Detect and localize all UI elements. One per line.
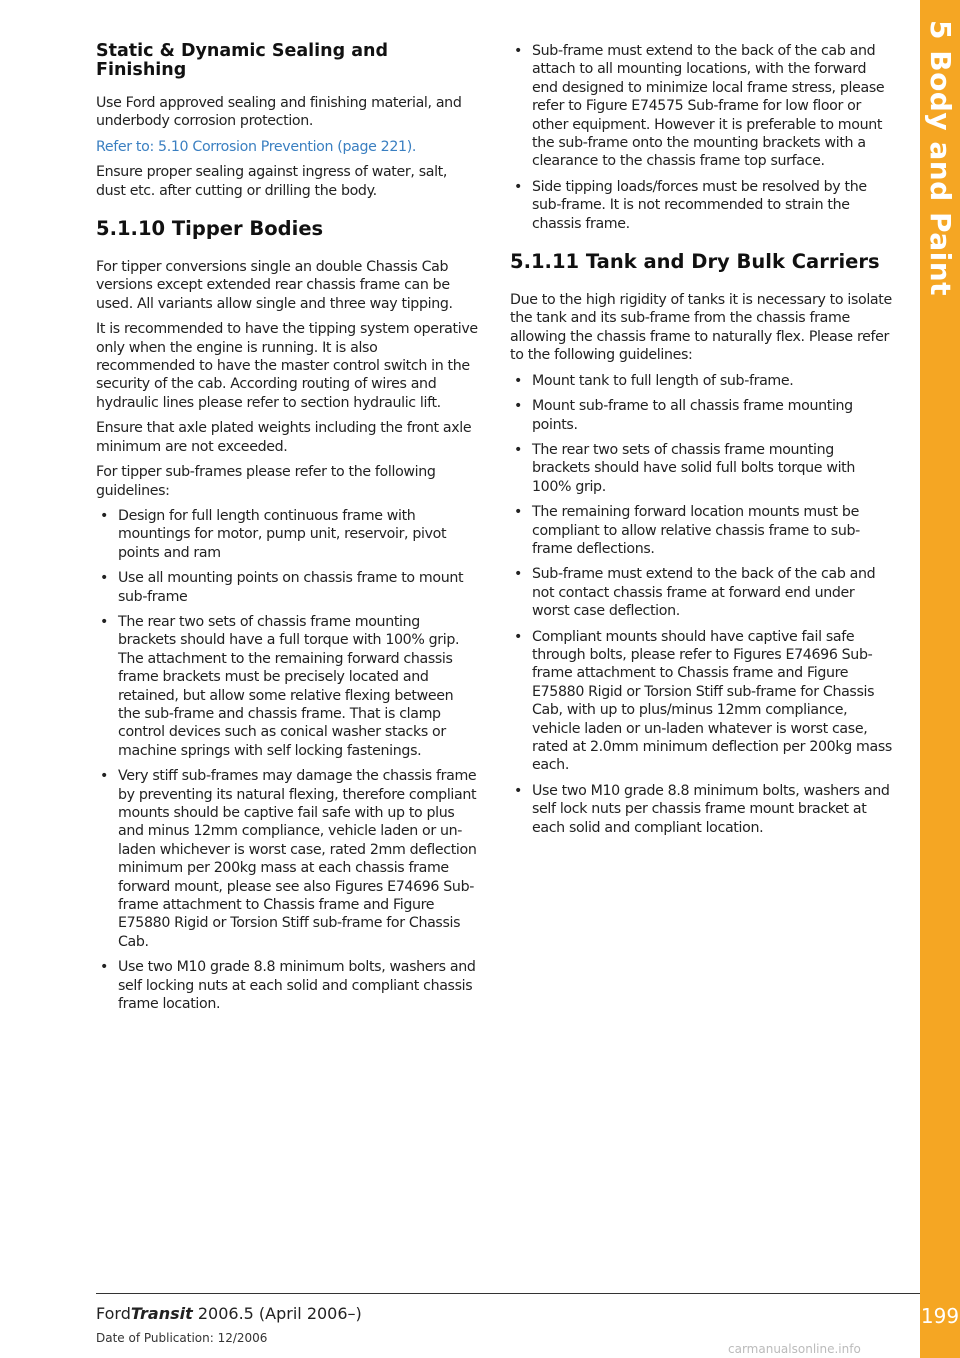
section-title: 5 Body and Paint <box>924 20 957 297</box>
bullet-icon: • <box>514 566 523 583</box>
list-item: • Very stiff sub-frames may damage the chassis frame by preventing its natural flexing, therefore compliant mounts should be captive fail safe with up to plus and minus 12mm compliance, vehicle laden or un-laden whichever is worst case, rated 2mm deflection minimum per 200kg mass at each chassis frame forward mount, please see also Figures E74696 Sub-frame attachment to Chassis frame and Figure E75880 Rigid or Torsion Stiff sub-frame for Chassis Cab. <box>100 768 477 950</box>
model-label: Transit <box>130 1304 193 1323</box>
list-item: • Side tipping loads/forces must be resolved by the sub-frame. It is not recommended to strain the chassis frame. <box>514 178 867 232</box>
list-item: • Compliant mounts should have captive fail safe through bolts, please refer to Figures E74696 Sub-frame attachment to Chassis frame and Figure E75880 Rigid or Torsion Stiff sub-frame for Chassis Cab, with up to plus/minus 12mm compliance, vehicle laden or un-laden whatever is worst case, rated at 2.0mm minimum deflection per 200kg mass each. <box>514 628 892 774</box>
list-item: • Use two M10 grade 8.8 minimum bolts, washers and self locking nuts at each solid and compliant chassis frame location. <box>100 959 476 1013</box>
list-item: • Use all mounting points on chassis frame to mount sub-frame <box>100 570 464 605</box>
bullet-icon: • <box>514 782 523 799</box>
list-item: • The remaining forward location mounts must be compliant to allow relative chassis frame to sub-frame deflections. <box>514 504 860 557</box>
list-item: • Design for full length continuous frame with mountings for motor, pump unit, reservoir, pivot points and ram <box>100 507 447 561</box>
publication-date: Date of Publication: 12/2006 <box>96 1331 268 1345</box>
heading-tipper-bodies: 5.1.10 Tipper Bodies <box>96 217 324 241</box>
subframe-guidelines-list <box>510 42 892 233</box>
footer-model <box>96 1304 362 1323</box>
section-sidebar <box>920 0 960 1358</box>
tipper-guidelines-list <box>96 507 478 1014</box>
bullet-icon: • <box>100 613 109 630</box>
paragraph-tank-1: Due to the high rigidity of tanks it is necessary to isolate the tank and its sub-frame from the chassis frame allowing the chassis frame to naturally flex. Please refer to the following guidelines: <box>510 292 892 364</box>
bullet-icon: • <box>100 570 109 587</box>
reference-link-corrosion[interactable]: Refer to: 5.10 Corrosion Prevention (page 221). <box>96 138 417 155</box>
watermark: carmanualsonline.info <box>728 1342 861 1356</box>
list-item: • Mount tank to full length of sub-frame. <box>514 372 794 389</box>
left-column <box>96 42 478 1020</box>
footer-divider <box>96 1293 920 1294</box>
tank-guidelines-list <box>510 372 892 837</box>
paragraph-sealing-2: Ensure proper sealing against ingress of water, salt, dust etc. after cutting or drilling the body. <box>96 164 448 199</box>
page-number: 199 <box>920 1304 960 1328</box>
list-item: • The rear two sets of chassis frame mounting brackets should have solid full bolts torque with 100% grip. <box>514 441 856 495</box>
list-item: • Mount sub-frame to all chassis frame mounting points. <box>514 398 853 433</box>
bullet-icon: • <box>514 43 523 59</box>
bullet-icon: • <box>100 959 109 976</box>
paragraph-sealing-1: Use Ford approved sealing and finishing material, and underbody corrosion protection. <box>96 95 462 130</box>
heading-sealing: Static & Dynamic Sealing and Finishing <box>96 41 389 80</box>
bullet-icon: • <box>514 504 523 521</box>
list-item: • Sub-frame must extend to the back of the cab and attach to all mounting locations, with the forward end designed to minimize local frame stress, please refer to Figure E74575 Sub-frame for low floor or other equipment. However it is preferable to mount the sub-frame onto the mounting brackets with a clearance to the chassis frame top surface. <box>514 43 885 170</box>
bullet-icon: • <box>514 628 523 645</box>
list-item: • The rear two sets of chassis frame mounting brackets should have a full torque with 100% grip. The attachment to the remaining forward chassis frame brackets must be precisely located and retained, but allow some relative flexing between the sub-frame and chassis frame. That is clamp control devices such as conical washer stacks or machine springs with self locking fastenings. <box>100 613 460 759</box>
bullet-icon: • <box>514 441 523 458</box>
paragraph-tipper-3: Ensure that axle plated weights including the front axle minimum are not exceeded. <box>96 420 472 455</box>
heading-tank-carriers: 5.1.11 Tank and Dry Bulk Carriers <box>510 250 880 274</box>
right-column <box>510 42 892 844</box>
bullet-icon: • <box>100 507 109 524</box>
list-item: • Use two M10 grade 8.8 minimum bolts, washers and self lock nuts per chassis frame mount bracket at each solid and compliant location. <box>514 782 890 836</box>
paragraph-tipper-1: For tipper conversions single an double Chassis Cab versions except extended rear chassis frame can be used. All variants allow single and three way tipping. <box>96 259 453 312</box>
bullet-icon: • <box>100 768 109 785</box>
bullet-icon: • <box>514 398 523 415</box>
paragraph-tipper-4: For tipper sub-frames please refer to the following guidelines: <box>96 464 436 499</box>
edition-label: 2006.5 (April 2006–) <box>192 1304 362 1323</box>
paragraph-tipper-2: It is recommended to have the tipping system operative only when the engine is running. It is also recommended to have the master control switch in the security of the cab. According routing of wires and hydraulic lines please refer to section hydraulic lift. <box>96 321 478 411</box>
brand-label: Ford <box>96 1304 131 1323</box>
bullet-icon: • <box>514 178 523 195</box>
list-item: • Sub-frame must extend to the back of the cab and not contact chassis frame at forward end under worst case deflection. <box>514 566 876 620</box>
bullet-icon: • <box>514 372 523 389</box>
